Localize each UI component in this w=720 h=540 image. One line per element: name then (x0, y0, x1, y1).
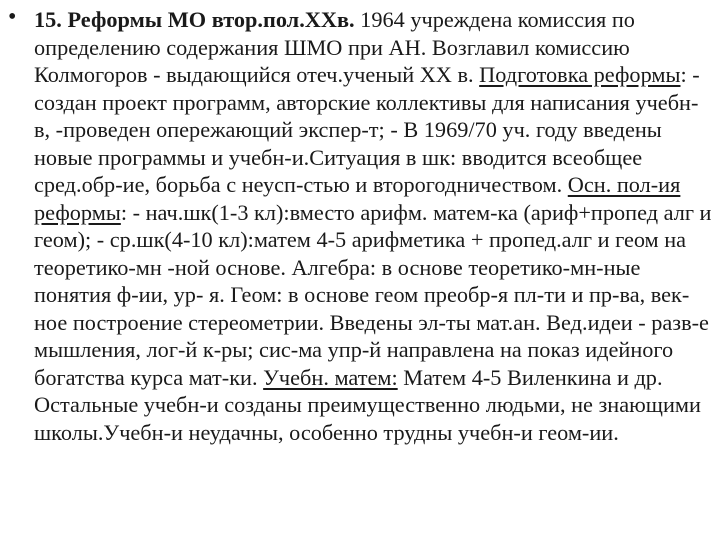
paragraph-intro: 1964 учреждена комиссия по определению содержания ШМО при АН. Возглавил комиссию Колмогоров - выдающийся отеч.ученый ХХ в. (34, 7, 635, 87)
paragraph-preparation: : - создан проект программ, авторские коллективы для написания учебн-в, -проведен опережающий экспер-т; - В 1969/70 уч. году введены новые программы и учебн-и.Ситуация в шк: вводится всеобщее сред.обр-ие, борьба с неусп-стью и второгодничеством. (34, 62, 700, 197)
paragraph-main-provisions: : - нач.шк(1-3 кл):вместо арифм. матем-ка (ариф+пропед алг и геом); - ср.шк(4-10 кл):матем 4-5 арифметика + пропед.алг и геом на теоретико-мн -ной основе. Алгебра: в основе теоретико-мн-ные понятия ф-ии, ур- я. Геом: в основе геом преобр-я пл-ти и пр-ва, век-ное построение стереометрии. Введены эл-ты мат.ан. Вед.идеи - разв-е мышления, лог-й к-ры; сис-ма упр-й направлена на показ идейного богатства курса мат-ки. (34, 199, 712, 390)
slide-text-block (34, 6, 714, 446)
bullet-marker: • (8, 4, 17, 30)
underlined-term-main-provisions: Осн. пол-ия реформы (34, 172, 681, 225)
underlined-term-preparation: Подготовка реформы (479, 62, 681, 87)
slide-heading: 15. Реформы МО втор.пол.ХХв. (34, 7, 355, 32)
underlined-term-textbooks: Учебн. матем: (263, 364, 398, 390)
paragraph-textbooks: Матем 4-5 Виленкина и др. Остальные учебн-и созданы преимущественно людьми, не знающими школы.Учебн-и неудачны, особенно трудны учебн-и геом-ии. (34, 364, 701, 445)
